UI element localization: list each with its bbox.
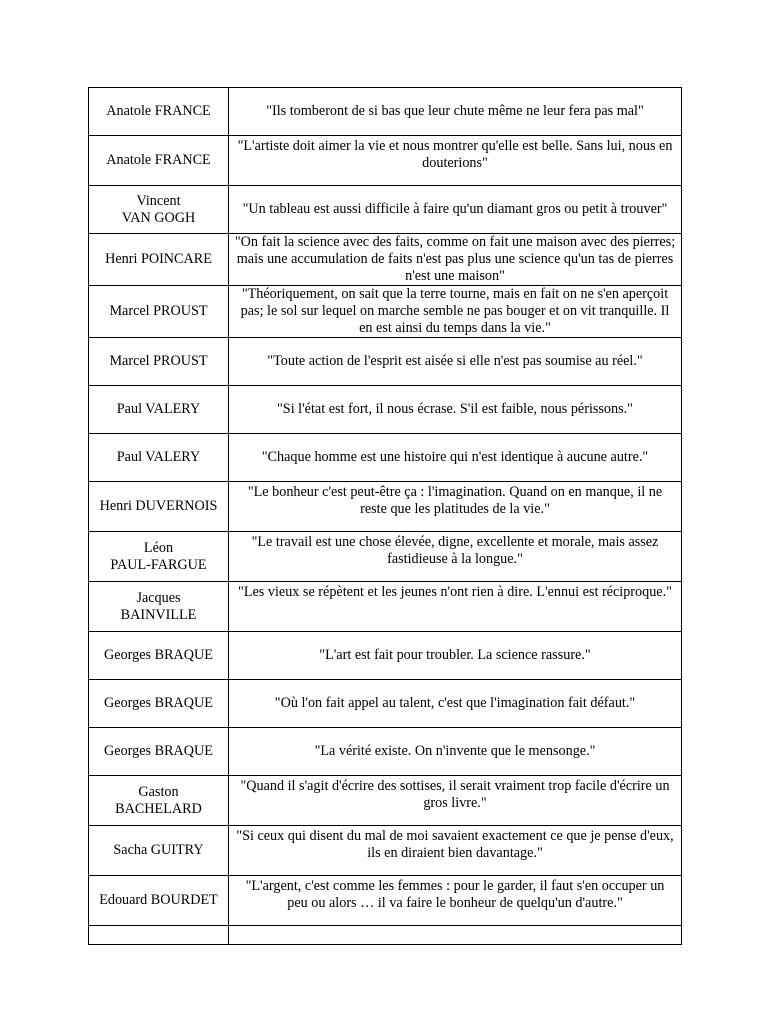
quote-cell: "Le bonheur c'est peut-être ça : l'imagination. Quand on en manque, il ne reste que les platitudes de la vie." xyxy=(229,482,682,532)
table-row xyxy=(89,186,682,234)
author-cell: Henri POINCARE xyxy=(89,234,229,286)
table-row xyxy=(89,632,682,680)
table-row xyxy=(89,88,682,136)
table-row xyxy=(89,234,682,286)
author-first-name: Léon xyxy=(143,539,174,556)
author-last-name: BACHELARD xyxy=(115,800,202,817)
author-cell: Anatole FRANCE xyxy=(89,88,229,136)
table-row xyxy=(89,826,682,876)
author-cell: Marcel PROUST xyxy=(89,338,229,386)
quote-cell: "Les vieux se répètent et les jeunes n'ont rien à dire. L'ennui est réciproque." xyxy=(229,582,682,632)
quote-cell: "L'artiste doit aimer la vie et nous montrer qu'elle est belle. Sans lui, nous en douterions" xyxy=(229,136,682,186)
author-cell: Paul VALERY xyxy=(89,434,229,482)
author-last-name: PAUL-FARGUE xyxy=(110,556,207,573)
author-cell: Marcel PROUST xyxy=(89,286,229,338)
author-cell xyxy=(89,532,229,582)
quote-cell: "L'art est fait pour troubler. La science rassure." xyxy=(229,632,682,680)
table-row xyxy=(89,434,682,482)
quote-cell: "Où l'on fait appel au talent, c'est que l'imagination fait défaut." xyxy=(229,680,682,728)
quote-cell: "Un tableau est aussi difficile à faire qu'un diamant gros ou petit à trouver" xyxy=(229,186,682,234)
quotes-table xyxy=(88,87,682,945)
quote-cell: "Théoriquement, on sait que la terre tourne, mais en fait on ne s'en aperçoit pas; le sol sur lequel on marche semble ne pas bouger et on vit tranquille. Il en est ainsi du temps dans la vie." xyxy=(229,286,682,338)
author-cell xyxy=(89,776,229,826)
author-first-name: Vincent xyxy=(136,192,181,209)
author-cell: Georges BRAQUE xyxy=(89,632,229,680)
author-first-name: Jacques xyxy=(136,589,181,606)
empty-author-cell xyxy=(89,926,229,945)
quote-cell: "Si l'état est fort, il nous écrase. S'il est faible, nous périssons." xyxy=(229,386,682,434)
author-cell: Sacha GUITRY xyxy=(89,826,229,876)
empty-table-row xyxy=(89,926,682,945)
author-cell xyxy=(89,186,229,234)
quote-cell: "On fait la science avec des faits, comme on fait une maison avec des pierres; mais une accumulation de faits n'est pas plus une science qu'un tas de pierres n'est une maison" xyxy=(229,234,682,286)
quote-cell: "La vérité existe. On n'invente que le mensonge." xyxy=(229,728,682,776)
author-cell: Georges BRAQUE xyxy=(89,728,229,776)
table-row xyxy=(89,582,682,632)
quote-cell: "Ils tomberont de si bas que leur chute même ne leur fera pas mal" xyxy=(229,88,682,136)
author-cell: Edouard BOURDET xyxy=(89,876,229,926)
author-first-name: Gaston xyxy=(138,783,179,800)
table-row xyxy=(89,728,682,776)
table-row xyxy=(89,482,682,532)
table-row xyxy=(89,286,682,338)
quote-cell: "Toute action de l'esprit est aisée si elle n'est pas soumise au réel." xyxy=(229,338,682,386)
author-cell: Anatole FRANCE xyxy=(89,136,229,186)
table-row xyxy=(89,532,682,582)
table-row xyxy=(89,386,682,434)
table-row xyxy=(89,776,682,826)
author-last-name: BAINVILLE xyxy=(120,606,197,623)
quote-cell: "Le travail est une chose élevée, digne, excellente et morale, mais assez fastidieuse à la longue." xyxy=(229,532,682,582)
table-row xyxy=(89,680,682,728)
author-cell: Henri DUVERNOIS xyxy=(89,482,229,532)
empty-quote-cell xyxy=(229,926,682,945)
author-cell: Paul VALERY xyxy=(89,386,229,434)
table-row xyxy=(89,136,682,186)
author-cell: Georges BRAQUE xyxy=(89,680,229,728)
quote-cell: "Quand il s'agit d'écrire des sottises, il serait vraiment trop facile d'écrire un gros livre." xyxy=(229,776,682,826)
author-last-name: VAN GOGH xyxy=(121,209,196,226)
quote-cell: "Si ceux qui disent du mal de moi savaient exactement ce que je pense d'eux, ils en diraient bien davantage." xyxy=(229,826,682,876)
table-row xyxy=(89,338,682,386)
author-cell xyxy=(89,582,229,632)
quote-cell: "L'argent, c'est comme les femmes : pour le garder, il faut s'en occuper un peu ou alors … il va faire le bonheur de quelqu'un d'autre." xyxy=(229,876,682,926)
quote-cell: "Chaque homme est une histoire qui n'est identique à aucune autre." xyxy=(229,434,682,482)
table-row xyxy=(89,876,682,926)
